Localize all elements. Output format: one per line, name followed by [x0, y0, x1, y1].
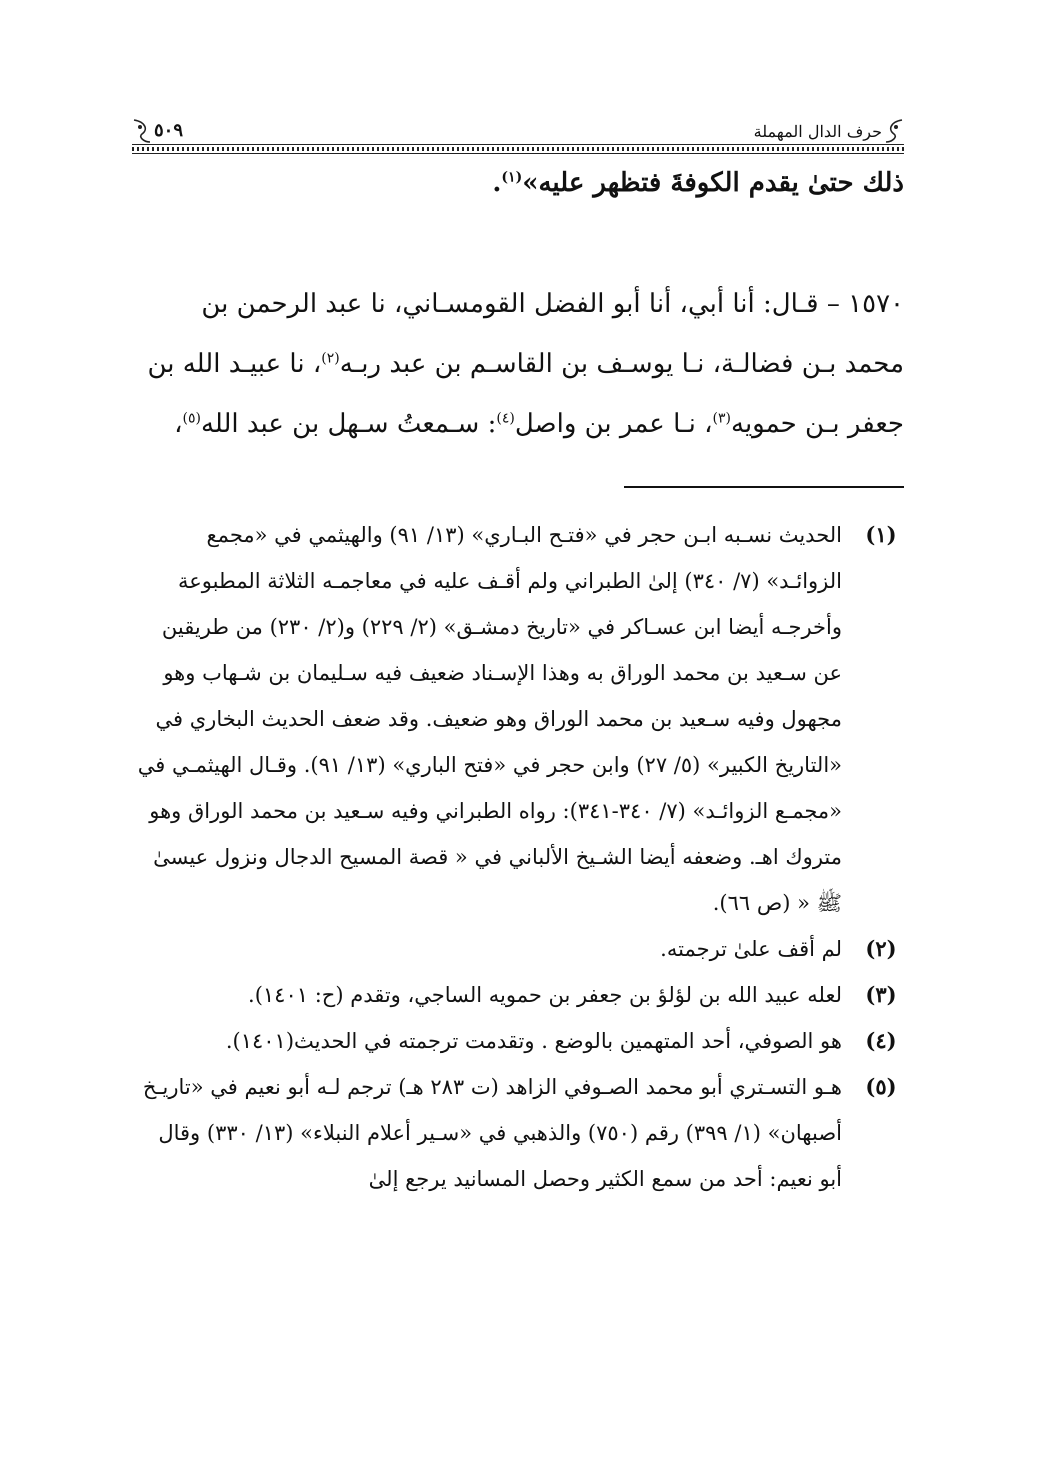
footnote: [132, 512, 904, 926]
footnote-text: هـو التسـتري أبو محمد الصـوفي الزاهد (ت ٢٨٣ هـ) ترجم لـه أبو نعيم في «تاريـخ أصبهان» (١/ ٣٩٩) رقم (٧٥٠) والذهبي في «سـير أعلام النبلاء» (١٣/ ٣٣٠) وقال أبو نعيم: أحد من سمع الكثير وحصل المسانيد يرجع إلىٰ: [142, 1075, 842, 1191]
footnote-number: (٣): [865, 982, 897, 1007]
footnote-ref: (٤): [496, 410, 515, 427]
footnotes: [132, 512, 904, 1202]
footnote-number: (١): [865, 522, 897, 547]
running-header: [132, 112, 904, 156]
footnote-text: لعله عبيد الله بن لؤلؤ بن جعفر بن حمويه الساجي، وتقدم (ح: ١٤٠١).: [248, 983, 842, 1007]
footnote: [132, 926, 904, 972]
footnote-number: (٥): [865, 1074, 897, 1099]
hadith-paragraph: [132, 274, 904, 454]
header-decorative-rule: [132, 144, 904, 154]
footnote: [132, 972, 904, 1018]
corner-ornament-icon: [132, 118, 152, 144]
footnote: [132, 1018, 904, 1064]
footnote-ref: (٥): [182, 410, 201, 427]
footnote-text: لم أقف علىٰ ترجمته.: [660, 937, 842, 961]
footnote-ref: (٢): [321, 350, 340, 367]
page-number: ٥٠٩: [154, 120, 184, 141]
footnote: [132, 1064, 904, 1202]
footnote-separator: [624, 486, 904, 488]
footnote-number: (٤): [865, 1028, 897, 1053]
footnote-number: (٢): [865, 936, 897, 961]
paragraph-line: ١٥٧٠ – قـال: أنا أبي، أنا أبو الفضل القومسـاني، نا عبد الرحمن بن: [201, 289, 904, 319]
footnote-ref: (٣): [712, 410, 731, 427]
continuation-line: ذلك حتىٰ يقدم الكوفةَ فتظهر عليه»$^{(١)}$.: [492, 168, 904, 198]
footnote-text: هو الصوفي، أحد المتهمين بالوضع . وتقدمت ترجمته في الحديث(١٤٠١).: [225, 1029, 842, 1053]
corner-ornament-icon: [884, 118, 904, 144]
paragraph-line: محمد بـن فضالـة، نـا يوسـف بن القاسـم بن عبد ربـه$^{(٢)}$، نا عبيـد الله بن: [147, 349, 904, 379]
header-title: حرف الدال المهملة: [753, 122, 882, 141]
paragraph-line: جعفر بـن حمويه$^{(٣)}$، نـا عمر بن واصل$^{(٤)}$: سـمعتُ سـهل بن عبد الله$^{(٥)}$،: [174, 409, 904, 439]
footnote-ref: (١): [501, 169, 523, 186]
footnote-text: الحديث نسـبه ابـن حجر في «فتـح البـاري» (١٣/ ٩١) والهيثمي في «مجمع الزوائـد» (٧/ ٣٤٠) إلىٰ الطبراني ولم أقـف عليه في معاجمـه الثلاثة المطبوعة وأخرجـه أيضا ابن عسـاكر في «تاريخ دمشـق» (٢/ ٢٢٩) و(٢/ ٢٣٠) من طريقين عن سـعيد بن محمد الوراق به وهذا الإسـناد ضعيف فيه سـليمان بن شـهاب وهو مجهول وفيه سـعيد بن محمد الوراق وهو ضعيف. وقد ضعف الحديث البخاري في «التاريخ الكبير» (٥/ ٢٧) وابن حجر في «فتح الباري» (١٣/ ٩١). وقـال الهيثمـي في «مجمـع الزوائـد» (٧/ ٣٤٠-٣٤١): رواه الطبراني وفيه سـعيد بن محمد الوراق وهو متروك اهـ. وضعفه أيضا الشـيخ الألباني في « قصة المسيح الدجال ونزول عيسىٰ ﷺ « (ص ٦٦).: [137, 523, 842, 915]
